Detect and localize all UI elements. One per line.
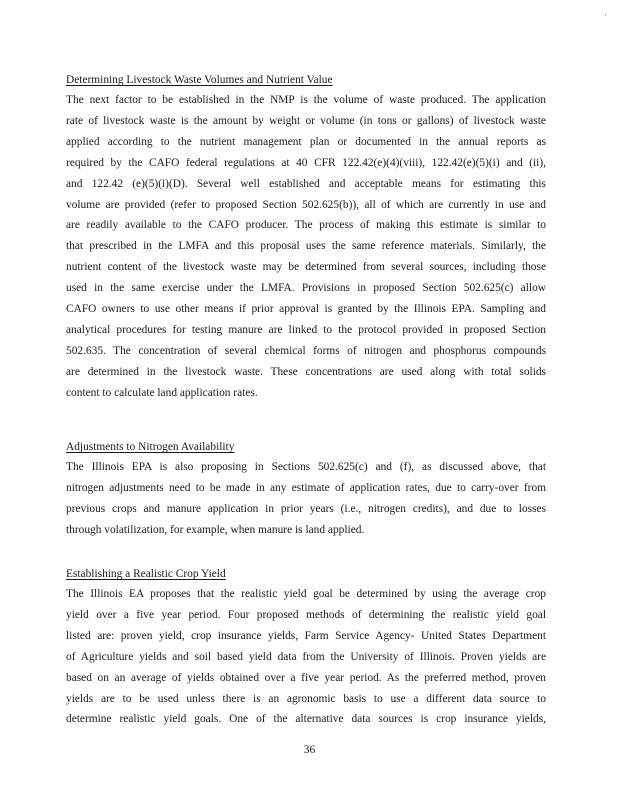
section-paragraph bbox=[66, 457, 546, 541]
section-paragraph bbox=[66, 584, 546, 730]
text-line: of Agriculture yields and soil based yield data from the University of Illinois. Proven yields are bbox=[66, 650, 546, 663]
text-line: analytical procedures for testing manure are linked to the protocol provided in proposed Section bbox=[66, 323, 546, 336]
text-line: used in the same exercise under the LMFA. Provisions in proposed Section 502.625(c) allow bbox=[66, 282, 546, 295]
text-line: previous crops and manure application in prior years (i.e., nitrogen credits), and due to losses bbox=[66, 502, 546, 515]
text-line: The Illinois EA proposes that the realistic yield goal be determined by using the average crop bbox=[66, 588, 546, 600]
section-heading: Determining Livestock Waste Volumes and Nutrient Value bbox=[66, 74, 333, 86]
section-heading: Adjustments to Nitrogen Availability bbox=[66, 441, 235, 453]
section-paragraph bbox=[66, 90, 546, 404]
text-line: 502.635. The concentration of several chemical forms of nitrogen and phosphorus compounds bbox=[66, 344, 546, 357]
text-line: listed are: proven yield, crop insurance yields, Farm Service Agency- United States Department bbox=[66, 629, 546, 642]
text-line: are determined in the livestock waste. These concentrations are used along with total solids bbox=[66, 365, 546, 378]
text-line: content to calculate land application rates. bbox=[66, 386, 258, 399]
text-line: applied according to the nutrient management plan or documented in the annual reports as bbox=[66, 135, 546, 148]
text-line: yields are to be used unless there is an agronomic basis to use a different data source to bbox=[66, 692, 546, 705]
text-line: nutrient content of the livestock waste may be determined from several sources, including those bbox=[66, 261, 546, 274]
section-livestock-waste bbox=[66, 70, 546, 404]
text-line: The Illinois EPA is also proposing in Sections 502.625(c) and (f), as discussed above, that bbox=[66, 461, 546, 473]
text-line: determine realistic yield goals. One of the alternative data sources is crop insurance yields, bbox=[66, 713, 546, 726]
text-line: volume are provided (refer to proposed Section 502.625(b)), all of which are currently in use and bbox=[66, 198, 546, 211]
text-line: through volatilization, for example, when manure is land applied. bbox=[66, 523, 365, 536]
text-line: required by the CAFO federal regulations at 40 CFR 122.42(e)(4)(viii), 122.42(e)(5)(i) and (ii), bbox=[66, 156, 546, 169]
page-number: 36 bbox=[303, 744, 316, 756]
text-line: The next factor to be established in the NMP is the volume of waste produced. The application bbox=[66, 94, 546, 106]
text-line: are readily available to the CAFO producer. The process of making this estimate is similar to bbox=[66, 219, 546, 232]
corner-mark: · bbox=[604, 10, 607, 20]
text-line: CAFO owners to use other means if prior approval is granted by the Illinois EPA. Sampling and bbox=[66, 303, 546, 316]
section-realistic-crop-yield bbox=[66, 564, 546, 730]
text-line: based on an average of yields obtained over a five year period. As the preferred method, proven bbox=[66, 671, 546, 684]
text-line: rate of livestock waste is the amount by weight or volume (in tons or gallons) of livestock waste bbox=[66, 114, 546, 127]
text-line: and 122.42 (e)(5)(i)(D). Several well established and acceptable means for estimating this bbox=[66, 177, 546, 190]
text-line: nitrogen adjustments need to be made in any estimate of application rates, due to carry-over from bbox=[66, 481, 546, 494]
text-line: that prescribed in the LMFA and this proposal uses the same reference materials. Similarly, the bbox=[66, 240, 546, 253]
section-nitrogen-adjustments bbox=[66, 437, 546, 541]
text-line: yield over a five year period. Four proposed methods of determining the realistic yield goal bbox=[66, 608, 546, 621]
section-heading: Establishing a Realistic Crop Yield bbox=[66, 568, 226, 580]
